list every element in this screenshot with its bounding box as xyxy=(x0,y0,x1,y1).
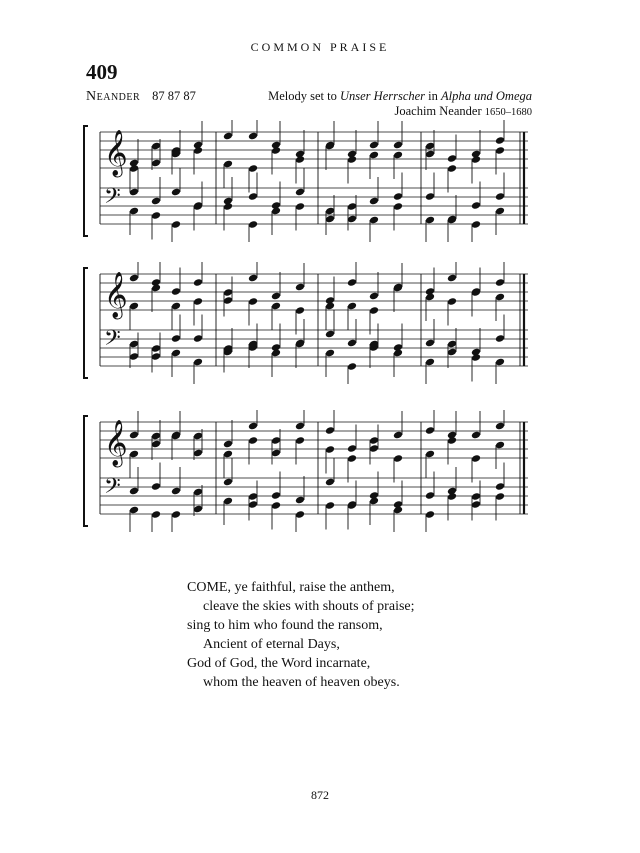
brace-icon xyxy=(84,416,88,526)
music-system-1 xyxy=(78,120,538,242)
verse-line: God of God, the Word incarnate, xyxy=(187,656,371,671)
bass-clef-icon: 𝄢 xyxy=(104,326,121,356)
music-system-3 xyxy=(78,410,538,532)
treble-clef-icon: 𝄞 xyxy=(104,420,128,466)
source-mid: in xyxy=(425,89,442,103)
bass-clef-icon: 𝄢 xyxy=(104,184,121,214)
treble-clef-icon: 𝄞 xyxy=(104,130,128,176)
verse-line: Ancient of eternal Days, xyxy=(203,637,340,652)
melody-source xyxy=(268,89,532,104)
verse-line: COME, ye faithful, raise the anthem, xyxy=(187,580,395,595)
page-number: 872 xyxy=(311,788,329,802)
source-title-1: Unser Herrscher xyxy=(339,89,426,103)
hymn-number: 409 xyxy=(86,60,118,84)
treble-clef-icon: 𝄞 xyxy=(104,272,128,318)
running-title: COMMON PRAISE xyxy=(250,40,390,54)
source-title-2: Alpha und Omega xyxy=(441,89,532,103)
bass-clef-icon: 𝄢 xyxy=(104,474,121,504)
music-system-2 xyxy=(78,262,538,384)
composer xyxy=(395,104,533,119)
tune-name: Neander xyxy=(86,89,141,104)
verse-line: cleave the skies with shouts of praise; xyxy=(203,599,415,614)
verse-1 xyxy=(187,578,415,692)
meter: 87 87 87 xyxy=(152,89,196,103)
brace-icon xyxy=(84,126,88,236)
composer-dates: 1650–1680 xyxy=(484,107,532,118)
source-prefix: Melody set to xyxy=(268,89,340,103)
tune-line xyxy=(86,89,196,105)
verse-line: whom the heaven of heaven obeys. xyxy=(203,675,400,690)
brace-icon xyxy=(84,268,88,378)
verse-line: sing to him who found the ransom, xyxy=(187,618,383,633)
composer-name: Joachim Neander xyxy=(394,104,482,118)
